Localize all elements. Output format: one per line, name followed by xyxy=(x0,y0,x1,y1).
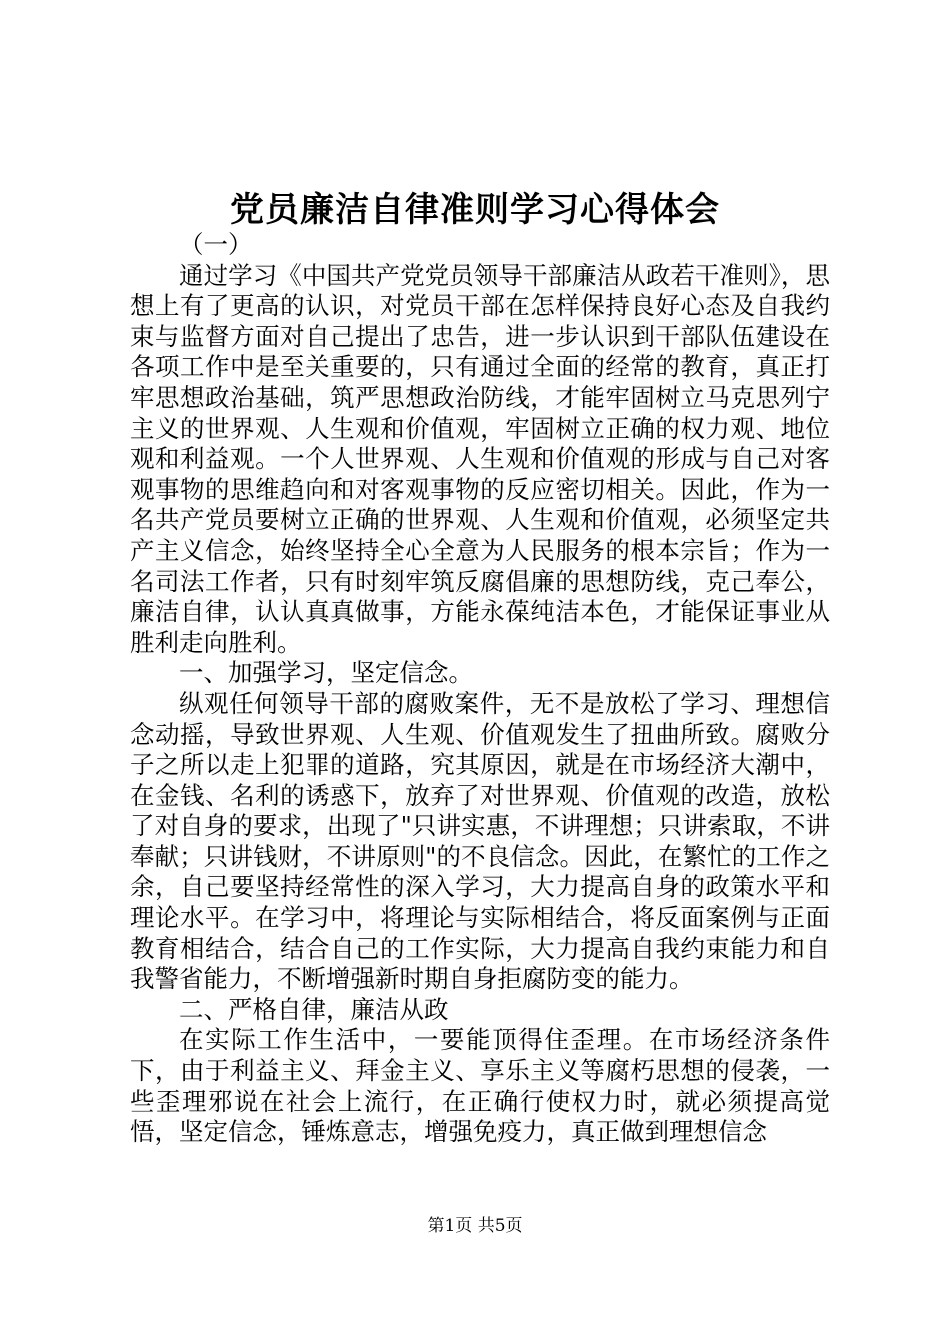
document-title: 党员廉洁自律准则学习心得体会 xyxy=(230,190,720,230)
paragraph: 通过学习《中国共产党党员领导干部廉洁从政若干准则》，思想上有了更高的认识，对党员干部在怎样保持良好心态及自我约束与监督方面对自己提出了忠告，进一步认识到干部队伍建设在各项工作中是至关重要的，只有通过全面的经常的教育，真正打牢思想政治基础，筑严思想政治防线，才能牢固树立马克思列宁主义的世界观、人生观和价值观，牢固树立正确的权力观、地位观和利益观。一个人世界观、人生观和价值观的形成与自己对客观事物的思维趋向和对客观事物的反应密切相关。因此，作为一名共产党员要树立正确的世界观、人生观和价值观，必须坚定共产主义信念，始终坚持全心全意为人民服务的根本宗旨；作为一名司法工作者，只有时刻牢筑反腐倡廉的思想防线，克己奉公，廉洁自律，认认真真做事，方能永葆纯洁本色，才能保证事业从胜利走向胜利。 xyxy=(130,260,830,657)
page-number-footer: 第1页 共5页 xyxy=(427,1216,523,1236)
section-heading: 一、加强学习，坚定信念。 xyxy=(179,658,473,688)
section-heading: 二、严格自律，廉洁从政 xyxy=(179,994,449,1024)
document-body xyxy=(130,230,830,1148)
paragraph: 在实际工作生活中，一要能顶得住歪理。在市场经济条件下，由于利益主义、拜金主义、享乐主义等腐朽思想的侵袭，一些歪理邪说在社会上流行，在正确行使权力时，就必须提高觉悟，坚定信念，锤炼意志，增强免疫力，真正做到理想信念 xyxy=(130,1025,830,1147)
paragraph: 纵观任何领导干部的腐败案件，无不是放松了学习、理想信念动摇，导致世界观、人生观、价值观发生了扭曲所致。腐败分子之所以走上犯罪的道路，究其原因，就是在市场经济大潮中，在金钱、名利的诱惑下，放弃了对世界观、价值观的改造，放松了对自身的要求，出现了"只讲实惠，不讲理想；只讲索取，不讲奉献；只讲钱财，不讲原则"的不良信念。因此，在繁忙的工作之余，自己要坚持经常性的深入学习，大力提高自身的政策水平和理论水平。在学习中，将理论与实际相结合，将反面案例与正面教育相结合，结合自己的工作实际，大力提高自我约束能力和自我警省能力，不断增强新时期自身拒腐防变的能力。 xyxy=(130,688,830,994)
section-marker: （一） xyxy=(179,230,253,259)
